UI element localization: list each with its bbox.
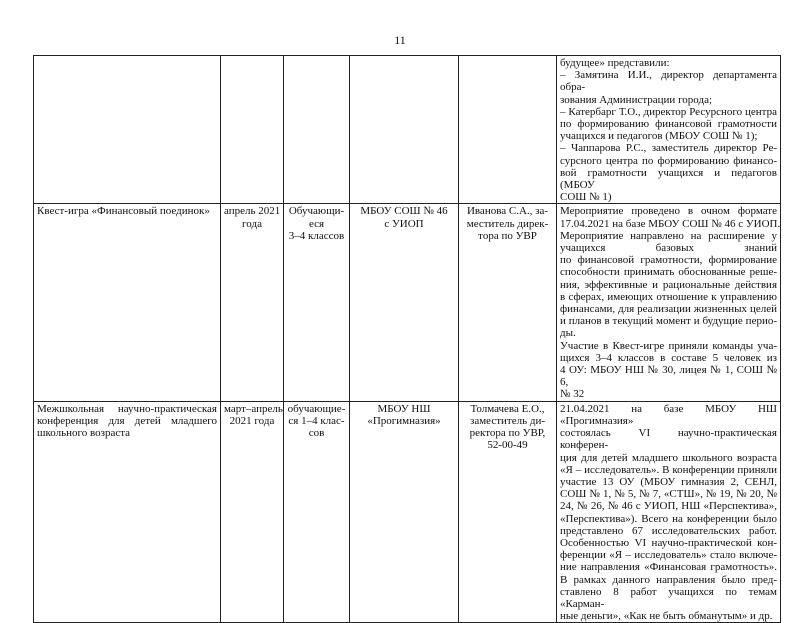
- cell-venue: [350, 401, 459, 623]
- text-line: 52-00-49: [487, 439, 528, 452]
- text-line: март–апрель: [224, 402, 283, 415]
- text-line: 17.04.2021 на базе МБОУ СОШ № 46 с УИОП.: [560, 217, 781, 230]
- text-line: «Прогимназия»: [367, 414, 441, 427]
- cell-result: [557, 56, 781, 204]
- text-line: учащихся базовых знаний: [560, 242, 777, 255]
- text-line: 2021 года: [229, 414, 275, 427]
- text-line: и планов в текущий момент и будущие перио-: [560, 315, 777, 328]
- text-line: с УИОП: [384, 217, 424, 230]
- cell-participants: [284, 204, 350, 401]
- text-line: СОШ № 1): [560, 191, 612, 204]
- text-line: «Я – исследователь». В конференции приняли: [560, 463, 777, 476]
- text-line: 4 ОУ: МБОУ НШ № 30, лицея № 1, СОШ № 6,: [560, 364, 777, 389]
- text-line: учащихся и педагогов (МБОУ СОШ № 1);: [560, 130, 758, 143]
- text-line: ся 1–4 клас-: [288, 414, 345, 427]
- cell-venue: [350, 56, 459, 204]
- text-line: представлено 67 исследовательских работ.: [560, 524, 777, 537]
- events-table: [33, 55, 781, 623]
- text-line: ния, эффективные и рациональные действия: [560, 278, 777, 291]
- text-line: ция для детей младшего школьного возраста: [560, 451, 777, 464]
- cell-event: [34, 204, 221, 401]
- text-line: конференция для детей младшего: [37, 414, 217, 427]
- cell-participants: [284, 401, 350, 623]
- text-line: 21.04.2021 на базе МБОУ НШ «Прогимназия»: [560, 402, 777, 427]
- cell-participants: [284, 56, 350, 204]
- text-line: обучающие-: [287, 402, 346, 415]
- text-line: Обучающи-: [288, 205, 345, 218]
- text-line: зования Администрации города;: [560, 93, 713, 106]
- text-line: Межшкольная научно-практическая: [37, 402, 217, 415]
- text-line: по финансовой грамотности, формирование: [560, 254, 777, 267]
- cell-date: [221, 56, 284, 204]
- cell-venue: [350, 204, 459, 401]
- text-line: Мероприятие проведено в очном формате: [560, 205, 777, 218]
- text-line: школьного возраста: [37, 427, 131, 440]
- text-line: ные деньги», «Как не быть обманутым» и др.: [560, 610, 773, 623]
- text-line: ференции «Я – исследователь» стало включе-: [560, 549, 777, 562]
- cell-date: [221, 401, 284, 623]
- text-line: будущее» представили:: [560, 57, 670, 69]
- text-line: финансами, для реализации жизненных целей: [560, 303, 777, 316]
- text-line: «Перспектива»). Всего на конференции было: [560, 512, 777, 525]
- text-line: заместитель ди-: [469, 414, 545, 427]
- text-line: сов: [308, 427, 325, 440]
- text-line: по формированию финансовой грамотности: [560, 118, 777, 131]
- text-line: – Катербарг Т.О., директор Ресурсного центра: [560, 105, 777, 118]
- text-line: МБОУ СОШ № 46: [360, 205, 448, 218]
- text-line: ние направления «Финансовая грамотность».: [560, 561, 777, 574]
- table-row: [34, 401, 781, 623]
- cell-event: [34, 401, 221, 623]
- text-line: в сферах, имеющих отношение к управлению: [560, 290, 777, 303]
- cell-responsible: [459, 204, 557, 401]
- text-line: тора по УВР: [478, 229, 537, 242]
- text-line: Участие в Квест-игре приняли команды уча-: [560, 339, 777, 352]
- text-line: 3–4 классов: [288, 229, 345, 242]
- text-line: Толмачева Е.О.,: [470, 402, 545, 415]
- text-line: сурсного центра по формированию финансо-: [560, 154, 777, 167]
- cell-result: [557, 204, 781, 401]
- text-line: ставлено 8 работ учащихся по темам «Карман-: [560, 585, 777, 610]
- text-line: № 32: [560, 388, 585, 401]
- cell-result: [557, 401, 781, 623]
- text-line: вой грамотности учащихся и педагогов (МБОУ: [560, 166, 777, 192]
- page-number: 11: [394, 33, 406, 47]
- cell-date: [221, 204, 284, 401]
- text-line: ректора по УВР,: [469, 427, 546, 440]
- text-line: апрель 2021: [224, 205, 281, 218]
- text-line: 24, № 26, № 46 с УИОП, НШ «Перспектива»,: [560, 500, 777, 513]
- text-line: – Замятина И.И., директор департамента обра-: [560, 69, 777, 94]
- table-row: [34, 56, 781, 204]
- text-line: – Чаппарова Р.С., заместитель директор Ре-: [560, 142, 777, 155]
- text-line: В рамках данного направления было пред-: [560, 573, 777, 586]
- table-row: [34, 204, 781, 401]
- text-line: еся: [308, 217, 325, 230]
- text-line: участие 13 ОУ (МБОУ гимназия 2, СЕНЛ,: [560, 475, 777, 488]
- text-line: ды.: [560, 327, 576, 340]
- text-line: МБОУ НШ: [377, 402, 431, 415]
- text-line: щихся 3–4 классов в составе 5 человек из: [560, 351, 777, 364]
- text-line: СОШ № 1, № 5, № 7, «СТШ», № 19, № 20, №: [560, 488, 777, 501]
- text-line: состоялась VI научно-практическая конферен-: [560, 427, 777, 452]
- text-line: способности принимать обоснованные реше-: [560, 266, 777, 279]
- cell-responsible: [459, 401, 557, 623]
- text-line: Мероприятие направлено на расширение у: [560, 229, 777, 242]
- text-line: Особенностью VI научно-практической кон-: [560, 536, 777, 549]
- text-line: Иванова С.А., за-: [466, 205, 549, 218]
- text-line: меститель дирек-: [466, 217, 549, 230]
- text-line: Квест-игра «Финансовый поединок»: [37, 205, 210, 218]
- cell-responsible: [459, 56, 557, 204]
- text-line: года: [242, 217, 262, 230]
- cell-event: [34, 56, 221, 204]
